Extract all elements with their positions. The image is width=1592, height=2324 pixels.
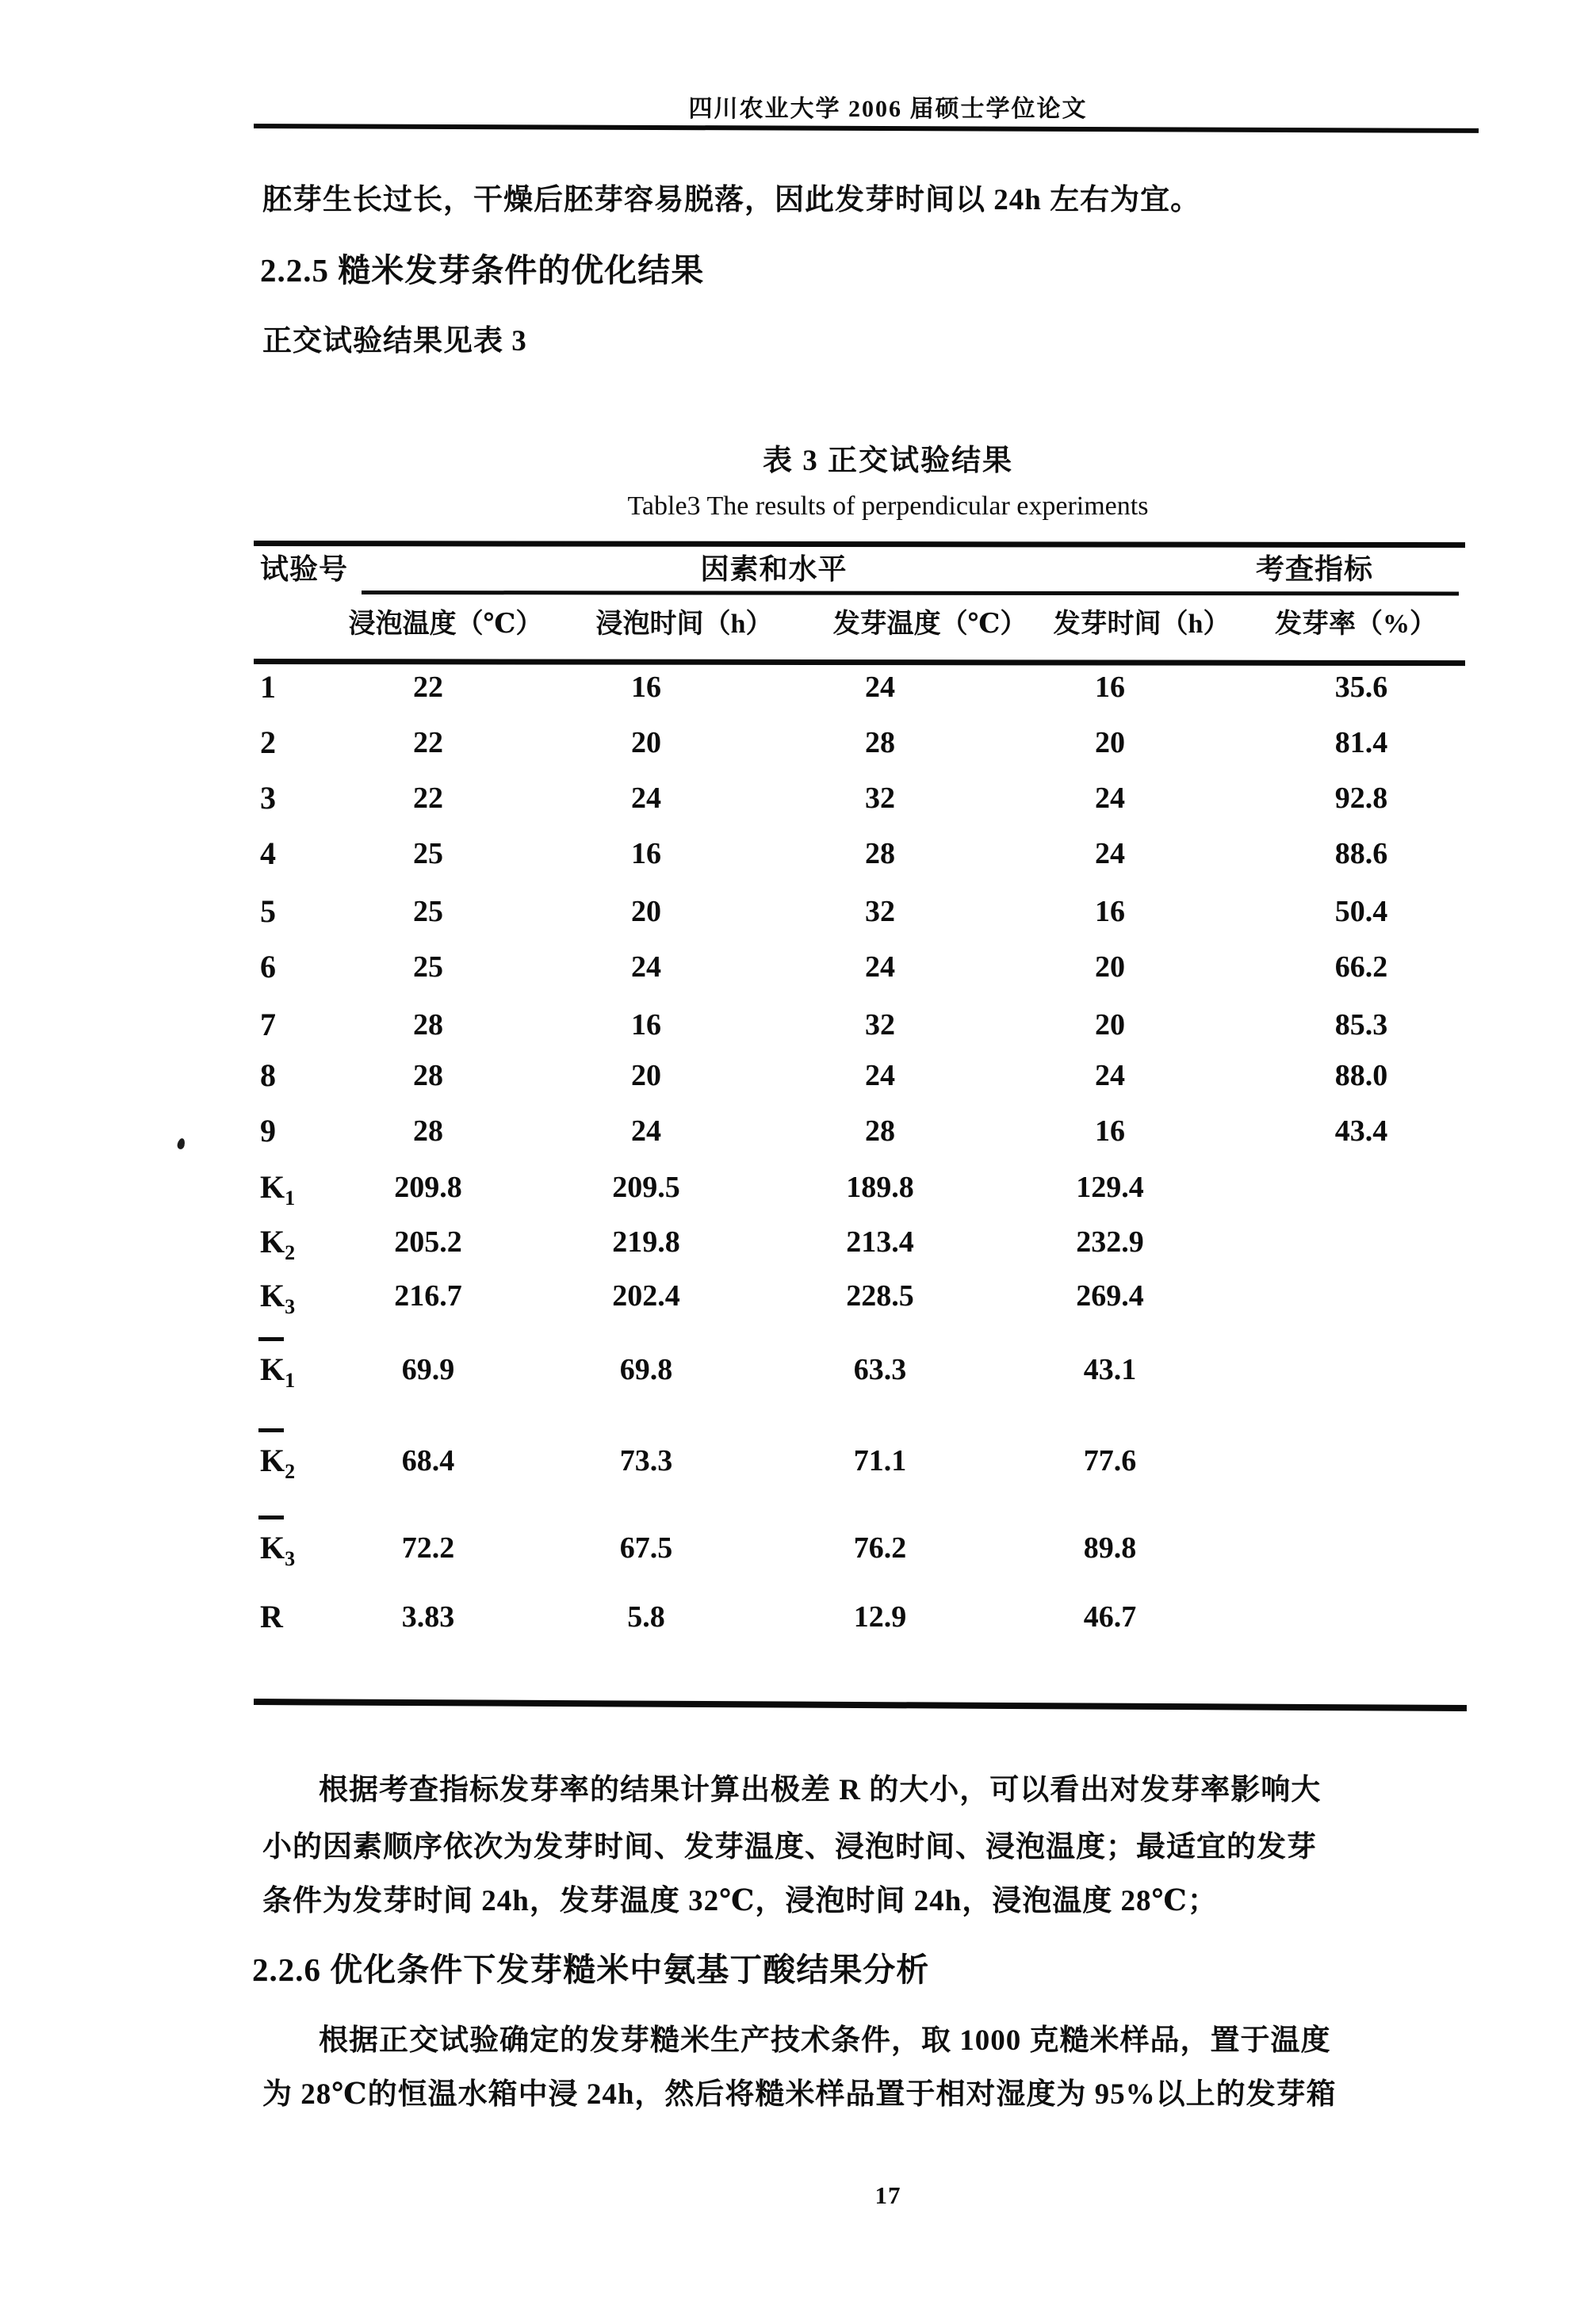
- table-row-k2: [254, 1214, 1467, 1270]
- row-label-subscript: 2: [285, 1241, 296, 1264]
- cell-germ-temp: 28: [865, 726, 895, 759]
- cell-germ-time: 24: [1095, 837, 1125, 870]
- cell-germ-temp: 189.8: [846, 1171, 914, 1204]
- table-row: [254, 659, 1467, 715]
- table-header-row-factors: [254, 599, 1467, 650]
- table-row-kbar3: [254, 1520, 1467, 1576]
- table-row-kbar2: [254, 1433, 1467, 1489]
- table-caption-cn: 表 3 正交试验结果: [763, 445, 1013, 477]
- cell-germ-time: 89.8: [1083, 1531, 1137, 1565]
- cell-soak-temp: 68.4: [401, 1444, 455, 1477]
- header-soak-time: 浸泡时间（h）: [595, 610, 773, 639]
- cell-germ-rate: 35.6: [1334, 671, 1388, 704]
- table-bottom-rule: [254, 1699, 1467, 1711]
- table-row: [254, 884, 1467, 939]
- row-label-text: 5: [260, 893, 276, 929]
- table-group-rule: [362, 591, 1459, 595]
- cell-soak-temp: 25: [413, 950, 443, 984]
- cell-germ-temp: 32: [865, 1008, 895, 1042]
- cell-soak-temp: 25: [413, 895, 443, 928]
- cell-germ-time: 129.4: [1076, 1171, 1144, 1204]
- cell-germ-temp: 28: [865, 837, 895, 870]
- analysis-line-3: 条件为发芽时间 24h，发芽温度 32℃，浸泡时间 24h，浸泡温度 28℃；: [262, 1885, 1218, 1917]
- cell-soak-temp: 28: [413, 1114, 443, 1148]
- analysis-line-2: 小的因素顺序依次为发芽时间、发芽温度、浸泡时间、浸泡温度；最适宜的发芽: [262, 1831, 1317, 1863]
- row-label-text: 2: [260, 724, 276, 760]
- cell-germ-temp: 12.9: [853, 1600, 907, 1634]
- page-number: 17: [874, 2181, 901, 2209]
- cell-germ-temp: 32: [865, 895, 895, 928]
- cell-germ-rate: 81.4: [1334, 726, 1388, 759]
- cell-germ-temp: 28: [865, 1114, 895, 1148]
- cell-soak-time: 24: [631, 782, 661, 815]
- cell-soak-temp: 205.2: [394, 1225, 462, 1259]
- cell-germ-time: 43.1: [1083, 1353, 1137, 1386]
- cell-germ-time: 16: [1095, 671, 1125, 704]
- cell-soak-time: 16: [631, 671, 661, 704]
- cell-soak-time: 209.5: [612, 1171, 680, 1204]
- cell-soak-time: 16: [631, 1008, 661, 1042]
- cell-germ-time: 77.6: [1083, 1444, 1137, 1477]
- analysis-line-1: 根据考查指标发芽率的结果计算出极差 R 的大小，可以看出对发芽率影响大: [319, 1774, 1322, 1806]
- cell-soak-temp: 209.8: [394, 1171, 462, 1204]
- cell-germ-temp: 63.3: [853, 1353, 907, 1386]
- cell-soak-temp: 22: [413, 671, 443, 704]
- row-label-text: K: [260, 1169, 285, 1205]
- cell-germ-time: 232.9: [1076, 1225, 1144, 1259]
- table-row: [254, 939, 1467, 995]
- intro-paragraph-line: 胚芽生长过长，干燥后胚芽容易脱落，因此发芽时间以 24h 左右为宜。: [262, 184, 1201, 216]
- row-label-subscript: 3: [285, 1547, 296, 1570]
- cell-germ-time: 20: [1095, 950, 1125, 984]
- cell-germ-rate: 85.3: [1334, 1008, 1388, 1042]
- cell-germ-rate: 43.4: [1334, 1114, 1388, 1148]
- header-inspection-index: 考查指标: [1255, 553, 1373, 585]
- table-row-k1: [254, 1160, 1467, 1215]
- cell-germ-temp: 213.4: [846, 1225, 914, 1259]
- cell-soak-temp: 22: [413, 726, 443, 759]
- cell-soak-time: 202.4: [612, 1279, 680, 1313]
- cell-germ-time: 20: [1095, 726, 1125, 759]
- cell-soak-temp: 28: [413, 1059, 443, 1092]
- table-row-range: [254, 1589, 1467, 1645]
- cell-germ-time: 16: [1095, 895, 1125, 928]
- table-header-row-groups: [254, 545, 1467, 593]
- table-row-k3: [254, 1268, 1467, 1324]
- cell-soak-temp: 72.2: [401, 1531, 455, 1565]
- table-row: [254, 770, 1467, 826]
- cell-soak-time: 20: [631, 726, 661, 759]
- row-label-text: 3: [260, 780, 276, 816]
- header-germination-temperature: 发芽温度（℃）: [832, 610, 1028, 639]
- cell-soak-time: 24: [631, 950, 661, 984]
- section-heading-2-2-6: 2.2.6 优化条件下发芽糙米中氨基丁酸结果分析: [252, 1951, 930, 1988]
- table-reference-line: 正交试验结果见表 3: [262, 325, 527, 357]
- cell-soak-temp: 25: [413, 837, 443, 870]
- cell-soak-time: 73.3: [619, 1444, 673, 1477]
- header-germination-time: 发芽时间（h）: [1053, 610, 1230, 639]
- row-label-text: K: [260, 1224, 285, 1259]
- row-label-kbar: K: [260, 1433, 285, 1489]
- row-label-subscript: 1: [285, 1187, 296, 1210]
- cell-soak-time: 219.8: [612, 1225, 680, 1259]
- table-row: [254, 997, 1467, 1053]
- cell-germ-rate: 92.8: [1334, 782, 1388, 815]
- running-head: 四川农业大学 2006 届硕士学位论文: [688, 96, 1088, 122]
- header-soak-temperature: 浸泡温度（℃）: [348, 610, 543, 639]
- cell-soak-temp: 3.83: [401, 1600, 455, 1634]
- table-caption-en: Table3 The results of perpendicular experiments: [627, 491, 1149, 521]
- section-226-line-2: 为 28℃的恒温水箱中浸 24h，然后将糙米样品置于相对湿度为 95%以上的发芽箱: [262, 2078, 1337, 2111]
- cell-germ-rate: 88.0: [1334, 1059, 1388, 1092]
- header-trial-number: 试验号: [260, 553, 349, 585]
- cell-soak-temp: 22: [413, 782, 443, 815]
- table-row-kbar1: [254, 1342, 1467, 1397]
- cell-germ-rate: 50.4: [1334, 895, 1388, 928]
- cell-germ-time: 24: [1095, 782, 1125, 815]
- cell-soak-time: 24: [631, 1114, 661, 1148]
- cell-soak-temp: 216.7: [394, 1279, 462, 1313]
- cell-germ-temp: 24: [865, 950, 895, 984]
- header-germination-rate: 发芽率（%）: [1275, 610, 1437, 639]
- row-label-text: 8: [260, 1057, 276, 1093]
- row-label-subscript: 2: [285, 1460, 296, 1483]
- cell-germ-rate: 66.2: [1334, 950, 1388, 984]
- cell-germ-temp: 24: [865, 1059, 895, 1092]
- row-label-subscript: 1: [285, 1369, 296, 1392]
- row-label-kbar: K: [260, 1342, 285, 1397]
- cell-soak-time: 67.5: [619, 1531, 673, 1565]
- cell-germ-temp: 32: [865, 782, 895, 815]
- running-head-rule: [254, 124, 1479, 133]
- table-row: [254, 1048, 1467, 1103]
- cell-soak-time: 20: [631, 895, 661, 928]
- cell-germ-temp: 71.1: [853, 1444, 907, 1477]
- cell-germ-time: 16: [1095, 1114, 1125, 1148]
- cell-germ-time: 46.7: [1083, 1600, 1137, 1634]
- cell-soak-time: 69.8: [619, 1353, 673, 1386]
- row-label-kbar: K: [260, 1520, 285, 1576]
- cell-soak-time: 16: [631, 837, 661, 870]
- row-label-text: R: [260, 1599, 283, 1634]
- cell-germ-temp: 24: [865, 671, 895, 704]
- row-label-text: K: [260, 1278, 285, 1313]
- row-label-text: 9: [260, 1113, 276, 1149]
- table-row: [254, 715, 1467, 770]
- section-heading-2-2-5: 2.2.5 糙米发芽条件的优化结果: [260, 252, 705, 289]
- row-label-text: 1: [260, 669, 276, 705]
- cell-germ-temp: 76.2: [853, 1531, 907, 1565]
- cell-germ-time: 20: [1095, 1008, 1125, 1042]
- cell-germ-temp: 228.5: [846, 1279, 914, 1313]
- row-label-subscript: 3: [285, 1295, 296, 1318]
- row-label-text: 6: [260, 949, 276, 984]
- table-row: [254, 826, 1467, 881]
- header-factors-levels: 因素和水平: [700, 553, 848, 585]
- cell-soak-temp: 69.9: [401, 1353, 455, 1386]
- cell-soak-time: 20: [631, 1059, 661, 1092]
- section-226-line-1: 根据正交试验确定的发芽糙米生产技术条件，取 1000 克糙米样品，置于温度: [319, 2024, 1331, 2057]
- cell-germ-time: 24: [1095, 1059, 1125, 1092]
- row-label-text: 7: [260, 1007, 276, 1042]
- cell-germ-rate: 88.6: [1334, 837, 1388, 870]
- orthogonal-results-table: [254, 541, 1467, 1710]
- cell-germ-time: 269.4: [1076, 1279, 1144, 1313]
- row-label-text: 4: [260, 835, 276, 871]
- scan-speck: [176, 1137, 186, 1150]
- cell-soak-temp: 28: [413, 1008, 443, 1042]
- table-row: [254, 1103, 1467, 1159]
- cell-soak-time: 5.8: [627, 1600, 665, 1634]
